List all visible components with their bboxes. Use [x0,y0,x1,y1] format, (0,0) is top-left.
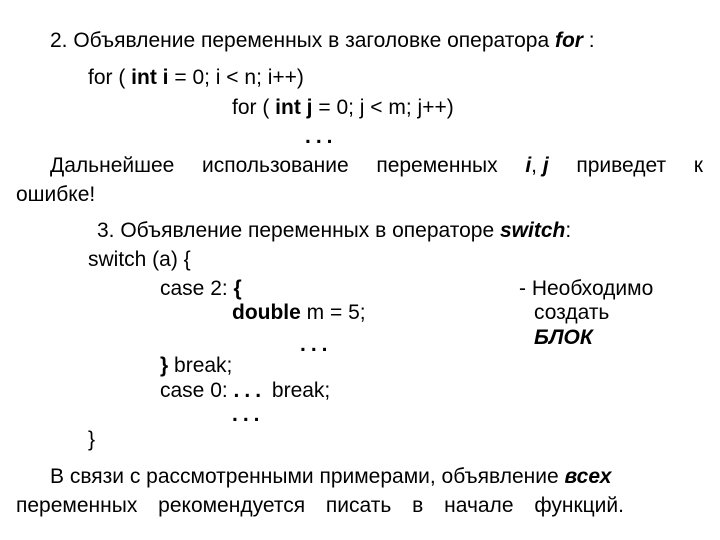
note-word: Дальнейшее [50,154,175,177]
case0-ellipsis: ... [233,379,267,402]
code-inner-p1: for ( [232,96,276,119]
item2-heading-end: : [582,29,595,52]
code-inner-var: j [306,96,313,119]
conclusion-word: писать [325,494,392,517]
code-outer-kw: int [131,66,157,89]
note-sep: , [531,154,543,177]
note-word: к [693,154,703,177]
conclusion-word: переменных [16,494,138,517]
item2-note-line1 [50,153,703,179]
note-var-i: i [525,154,532,177]
note-word: использование [201,154,349,177]
double-line [232,300,366,326]
block-ellipsis: ... [300,333,333,356]
side-note-block: БЛОК [534,326,593,349]
code-outer-p1: for ( [88,66,132,89]
open-brace: { [233,277,242,300]
close-brace-line [160,353,232,379]
item3-heading-keyword: switch [499,219,566,242]
item2-heading [50,28,595,54]
case0-text: case 0: [160,379,234,402]
conclusion-start: В связи с рассмотренными примерами, объявление [50,465,565,488]
note-word: приведет [576,154,667,177]
conclusion-word: функций. [534,494,624,517]
close-brace: } [160,354,169,377]
item2-note-line2: ошибке! [16,183,96,206]
conclusion-line1 [50,464,611,490]
side-note-line2: создать [534,301,610,324]
case2-line [160,276,242,302]
final-brace: } [88,428,96,451]
after-case-ellipsis: ... [232,403,265,426]
code-inner-kw: int [275,96,301,119]
code-outer-var: i [162,66,169,89]
conclusion-word: в [412,494,424,517]
item2-heading-text: 2. Объявление переменных в заголовке оператора [50,29,555,52]
conclusion-word: рекомендуется [158,494,306,517]
code-outer-p3: = 0; i < n; i++) [168,66,304,89]
code-inner-for [232,95,454,121]
code-ellipsis: ... [305,125,338,148]
code-inner-p3: = 0; j < m; j++) [312,96,454,119]
code-outer-for [88,65,304,91]
side-note-line1: - Необходимо [519,277,654,300]
item3-heading-end: : [565,219,572,242]
case0-break: break; [266,379,331,402]
switch-line: switch (a) { [88,248,191,271]
item2-heading-keyword: for [554,29,583,52]
case0-line [160,378,330,404]
double-keyword: double [232,301,301,324]
break-text: break; [168,354,233,377]
note-word: переменных [376,154,498,177]
item3-heading-text: 3. Объявление переменных в операторе [97,219,500,242]
note-vars [525,153,548,179]
double-rest: m = 5; [300,301,366,324]
conclusion-emph: всех [564,465,612,488]
conclusion-word: начале [444,494,514,517]
case2-text: case 2: [160,277,234,300]
conclusion-line2 [16,493,624,519]
note-var-j: j [542,154,549,177]
item3-heading [97,218,571,244]
